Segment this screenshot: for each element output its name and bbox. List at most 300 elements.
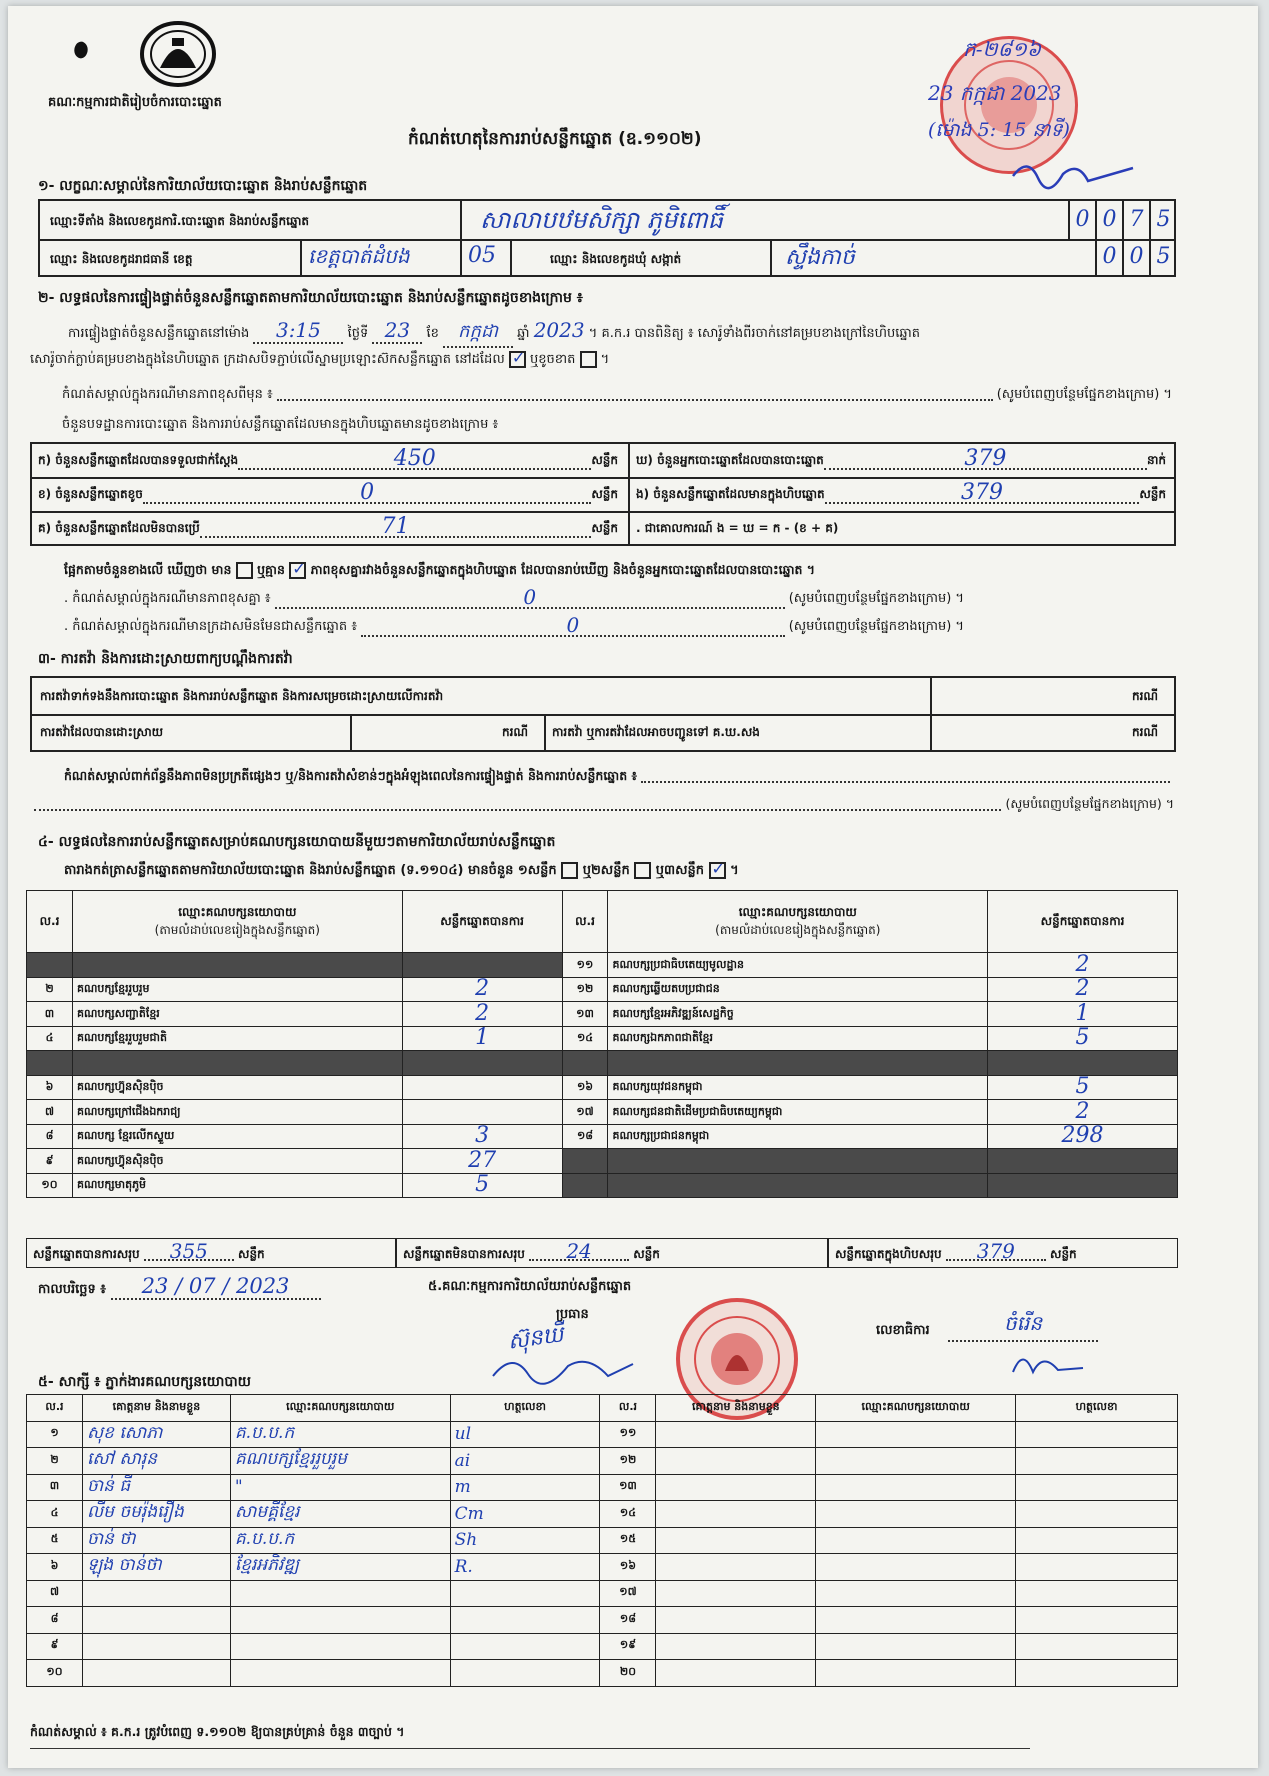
witness-col-no: ល.រ — [600, 1395, 656, 1422]
witness-party — [230, 1607, 450, 1634]
witness-party — [816, 1501, 1016, 1528]
voters-value: 379 — [824, 452, 1147, 470]
party-votes — [402, 953, 562, 978]
party-votes: 1 — [988, 1002, 1178, 1027]
witness-name — [656, 1633, 816, 1660]
col-party-title: ឈ្មោះគណបក្សនយោបាយ — [738, 904, 857, 919]
party-row — [27, 1026, 1178, 1051]
witness-row — [27, 1660, 1178, 1687]
witness-sign — [1016, 1501, 1178, 1528]
party-name: គណបក្សហ៊្វុនស៊ិនប៉ិច — [72, 1149, 402, 1174]
station-label: ឈ្មោះទីតាំង និងលេខកូដការិ.បោះឆ្នោត និងរាប់សន្លឹកឆ្នោត — [50, 214, 310, 228]
party-name: គណបក្សឆ្លើយតបប្រជាជន — [608, 977, 988, 1002]
station-code-digit: 7 — [1122, 201, 1149, 239]
party-no — [562, 1051, 608, 1076]
formula-row: . ជាគោលការណ៍ ង = ឃ = ក - (ខ + គ) — [636, 521, 839, 535]
party-votes — [402, 1075, 562, 1100]
col-votes-header: សន្លឹកឆ្នោតបានការ — [402, 891, 562, 953]
date-line — [38, 1274, 321, 1300]
witness-party: ខ្មែរអភិវឌ្ឍ — [230, 1554, 450, 1581]
witness-party — [816, 1474, 1016, 1501]
witness-no: ១៥ — [600, 1527, 656, 1554]
witness-name: ឡុង ចាន់ថា — [82, 1554, 230, 1581]
compare-text: ភាពខុសគ្នារវាងចំនួនសន្លឹកឆ្នោតក្នុងហិបឆ្នោត ដែលបានរាប់ឃើញ និងចំនួនអ្នកបោះឆ្នោតដែលបានបោះឆ្នោត ។ — [310, 562, 816, 577]
note1-value: 0 — [275, 590, 785, 609]
witness-name — [656, 1607, 816, 1634]
witness-party — [816, 1660, 1016, 1687]
party-votes: 2 — [402, 1002, 562, 1027]
difference-note-label: កំណត់សម្គាល់ក្នុងករណីមានភាពខុសពីមុន ៖ — [62, 387, 273, 402]
complaint-resolved-cases: ករណី — [502, 725, 529, 739]
col-party-header — [608, 891, 988, 953]
party-name — [608, 1149, 988, 1174]
party-name: គណបក្សជនជាតិដើមប្រជាធិបតេយ្យកម្ពុជា — [608, 1100, 988, 1125]
party-name — [72, 953, 402, 978]
witness-row — [27, 1501, 1178, 1528]
witness-party — [816, 1448, 1016, 1475]
received-unit: សន្លឹក — [591, 453, 618, 467]
witness-sign — [450, 1607, 600, 1634]
witness-name — [656, 1580, 816, 1607]
received-value: 450 — [238, 452, 591, 470]
witness-row — [27, 1527, 1178, 1554]
date-label: កាលបរិច្ឆេទ ៖ — [38, 1282, 107, 1297]
three-sheets-checkbox[interactable] — [709, 862, 726, 879]
witness-sign: Cm — [450, 1501, 600, 1528]
party-name: គណបក្សក្រៅជើងឯករាជ្យ — [72, 1100, 402, 1125]
has-difference-checkbox[interactable] — [236, 562, 253, 579]
party-name: គណបក្សប្រជាជនកម្ពុជា — [608, 1124, 988, 1149]
unused-unit: សន្លឹក — [591, 521, 618, 535]
date-value: 23 / 07 / 2023 — [111, 1274, 321, 1300]
irregularity-label: កំណត់សម្គាល់ពាក់ព័ន្ធនឹងភាពមិនប្រក្រតីផ្សេងៗ ឬ/និងការតវ៉ាសំខាន់ៗក្នុងអំឡុងពេលនៃការផ្ទៀងផ្ទាត់ និងការរាប់សន្លឹកឆ្នោត ៖ — [64, 768, 637, 783]
witness-sign — [1016, 1448, 1178, 1475]
party-name: គណបក្សខ្មែររួបរួម — [72, 977, 402, 1002]
witness-sign — [450, 1660, 600, 1687]
note2-hint: (សូមបំពេញបន្ថែមផ្នែកខាងក្រោម) ។ — [788, 619, 964, 634]
witness-name — [656, 1448, 816, 1475]
party-name — [72, 1051, 402, 1076]
party-no: ១៦ — [562, 1075, 608, 1100]
party-row — [27, 1100, 1178, 1125]
party-name: គណបក្សខ្មែររួបរួមជាតិ — [72, 1026, 402, 1051]
witness-party: សាមគ្គីខ្មែរ — [230, 1501, 450, 1528]
witness-sign — [1016, 1421, 1178, 1448]
station-code-digit: 0 — [1068, 201, 1095, 239]
party-votes: 5 — [988, 1075, 1178, 1100]
witness-row — [27, 1448, 1178, 1475]
party-row — [27, 1124, 1178, 1149]
party-votes — [402, 1051, 562, 1076]
witness-party — [816, 1580, 1016, 1607]
one-sheet-checkbox[interactable] — [561, 862, 578, 879]
party-row — [27, 1149, 1178, 1174]
party-no: ១៤ — [562, 1026, 608, 1051]
party-votes — [988, 1173, 1178, 1198]
party-votes — [988, 1051, 1178, 1076]
witness-name — [82, 1607, 230, 1634]
col-no-header: ល.រ — [562, 891, 608, 953]
witness-no: ១០ — [27, 1660, 83, 1687]
witness-row — [27, 1607, 1178, 1634]
party-votes: 27 — [402, 1149, 562, 1174]
party-no — [27, 1051, 73, 1076]
commune-code-digit: 5 — [1149, 239, 1176, 275]
district-code: 05 — [468, 243, 496, 268]
party-name: គណបក្សប្រជាធិបតេយ្យមូលដ្ឋាន — [608, 953, 988, 978]
witness-name: ចាន់ ធី — [82, 1474, 230, 1501]
note2-line — [64, 613, 964, 637]
commune-code-digit: 0 — [1095, 239, 1122, 275]
note1-line — [64, 585, 964, 609]
box-total-label: សន្លឹកឆ្នោតក្នុងហិបសរុប — [835, 1247, 942, 1261]
witness-row — [27, 1554, 1178, 1581]
witness-name: លីម ចមរ៉ុងរឿង — [82, 1501, 230, 1528]
witness-no: ៥ — [27, 1527, 83, 1554]
col-party-subtitle: (តាមលំដាប់លេខរៀងក្នុងសន្លឹកឆ្នោត) — [154, 922, 320, 937]
complaint-resolved-label: ការតវ៉ាដែលបានដោះស្រាយ — [40, 725, 164, 739]
receipt-signature — [1008, 156, 1138, 200]
party-row — [27, 1075, 1178, 1100]
spoiled-label: ខ) ចំនួនសន្លឹកឆ្នោតខូច — [38, 487, 143, 501]
commune-code-digit: 0 — [1122, 239, 1149, 275]
witness-name — [656, 1501, 816, 1528]
witness-col-name: គោត្តនាម និងនាមខ្លួន — [656, 1395, 816, 1422]
receipt-time: (ម៉ោង 5: 15 នាទី) — [928, 119, 1070, 141]
witness-name — [656, 1527, 816, 1554]
witness-no: ១៣ — [600, 1474, 656, 1501]
witness-col-party: ឈ្មោះគណបក្សនយោបាយ — [816, 1395, 1016, 1422]
party-row — [27, 977, 1178, 1002]
irregularity-hint: (សូមបំពេញបន្ថែមផ្នែកខាងក្រោម) ។ — [1005, 796, 1174, 811]
party-no — [562, 1173, 608, 1198]
party-votes: 2 — [988, 977, 1178, 1002]
witness-name: ចាន់ ថា — [82, 1527, 230, 1554]
party-name: គណបក្សខ្មែរអភិវឌ្ឍន៍សេដ្ឋកិច្ច — [608, 1002, 988, 1027]
party-no: ៤ — [27, 1026, 73, 1051]
seal-intact-checkbox[interactable] — [509, 351, 526, 368]
party-votes: 5 — [988, 1026, 1178, 1051]
section1-heading: ១- លក្ខណៈសម្គាល់នៃការិយាល័យបោះឆ្នោត និងរាប់សន្លឹកឆ្នោត — [38, 178, 368, 194]
party-name — [608, 1051, 988, 1076]
unused-label: គ) ចំនួនសន្លឹកឆ្នោតដែលមិនបានប្រើ — [38, 521, 200, 535]
received-row — [38, 446, 618, 471]
col-votes-header: សន្លឹកឆ្នោតបានការ — [988, 891, 1178, 953]
seal-broken-checkbox[interactable] — [580, 351, 597, 368]
unused-row — [38, 514, 618, 539]
verify-line1 — [68, 318, 920, 348]
party-no: ៩ — [27, 1149, 73, 1174]
commune-label: ឈ្មោះ និងលេខកូដឃុំ សង្កាត់ — [550, 252, 682, 266]
party-no: ២ — [27, 977, 73, 1002]
verify-month-value: កក្កដា — [443, 319, 513, 348]
valid-total-label: សន្លឹកឆ្នោតបានការសរុប — [33, 1247, 140, 1261]
party-name — [608, 1173, 988, 1198]
witness-col-name: គោត្តនាម និងនាមខ្លួន — [82, 1395, 230, 1422]
party-no: ១០ — [27, 1173, 73, 1198]
witness-no: ៩ — [27, 1633, 83, 1660]
witness-no: ២០ — [600, 1660, 656, 1687]
committee-heading: ៥.គណៈកម្មការការិយាល័យរាប់សន្លឹកឆ្នោត — [428, 1279, 632, 1294]
committee-name: គណៈកម្មការជាតិរៀបចំការបោះឆ្នោត — [48, 95, 222, 110]
verify-year-value: 2023 — [533, 318, 585, 342]
party-votes — [402, 1100, 562, 1125]
section4-heading: ៤- លទ្ធផលនៃការរាប់សន្លឹកឆ្នោតសម្រាប់គណបក្សនយោបាយនីមួយៗតាមការិយាល័យរាប់សន្លឹកឆ្នោត — [38, 834, 556, 850]
party-no: ១១ — [562, 953, 608, 978]
note2-label: . កំណត់សម្គាល់ក្នុងករណីមានក្រដាសមិនមែនជាសន្លឹកឆ្នោត ៖ — [64, 619, 358, 634]
irregularity-note — [64, 768, 1174, 787]
complaint-forwarded-label: ការតវ៉ា ឬការតវ៉ាដែលអាចបញ្ជូនទៅ គ.ឃ.សង — [552, 725, 760, 739]
witness-sign: R. — [450, 1554, 600, 1581]
valid-total-unit: សន្លឹក — [238, 1247, 265, 1261]
party-no: ៨ — [27, 1124, 73, 1149]
valid-total-value: 355 — [144, 1243, 234, 1261]
in-box-row — [636, 480, 1166, 505]
in-box-label: ង) ចំនួនសន្លឹកឆ្នោតដែលមានក្នុងហិបឆ្នោត — [636, 487, 825, 501]
has-difference-label: ផ្អែកតាមចំនួនខាងលើ ឃើញថា មាន — [64, 562, 232, 577]
party-results-body — [27, 953, 1178, 1198]
chair-signature-scribble — [488, 1346, 638, 1390]
received-label: ក) ចំនួនសន្លឹកឆ្នោតដែលបានទទួលជាក់ស្តែង — [38, 453, 239, 467]
col-party-subtitle: (តាមលំដាប់លេខរៀងក្នុងសន្លឹកឆ្នោត) — [715, 922, 881, 937]
witness-row — [27, 1633, 1178, 1660]
witness-sign — [1016, 1607, 1178, 1634]
box-total — [835, 1239, 1077, 1264]
witness-no: ៦ — [27, 1554, 83, 1581]
party-no: ១៣ — [562, 1002, 608, 1027]
witness-party: គ.ប.ប.ក — [230, 1421, 450, 1448]
three-sheets-label: ឬ៣សន្លឹក — [655, 863, 705, 878]
witness-name — [656, 1421, 816, 1448]
no-difference-checkbox[interactable] — [289, 562, 306, 579]
secretary-signature: ចំរើន — [948, 1310, 1098, 1342]
party-name: គណបក្ស ខ្មែរលើកស្ទួយ — [72, 1124, 402, 1149]
party-no: ១៨ — [562, 1124, 608, 1149]
receipt-ref: ក-២៨១៦ — [963, 37, 1042, 61]
no-difference-label: ឬគ្មាន — [257, 562, 285, 577]
compare-line — [64, 562, 815, 581]
verify-day-value: 23 — [372, 318, 422, 344]
spoiled-value: 0 — [143, 486, 591, 504]
col-party-header — [72, 891, 402, 953]
col-party-title: ឈ្មោះគណបក្សនយោបាយ — [178, 904, 297, 919]
seal-intact-label: សោរ៉ូចាក់ក្លាប់គម្របខាងក្នុងនៃហិបឆ្នោត ក្រដាសបិទភ្ជាប់លើស្នាមប្រឡោះស៊កសន្លឹកឆ្នោត នៅដដែល — [30, 352, 505, 367]
sheets-line: តារាងកត់ត្រាសន្លឹកឆ្នោតតាមការិយាល័យបោះឆ្នោត និងរាប់សន្លឹកឆ្នោត (ទ.១១០៤) មានចំនួន ១សន្លឹក ឬ២សន្លឹក ឬ៣សន្លឹក ✓ ។ — [64, 862, 739, 881]
party-no: ៧ — [27, 1100, 73, 1125]
complaint-row1-label: ការតវ៉ាទាក់ទងនឹងការបោះឆ្នោត និងការរាប់សន្លឹកឆ្នោត និងការសម្រេចដោះស្រាយលើការតវ៉ា — [40, 689, 444, 703]
witness-party: គ.ប.ប.ក — [230, 1527, 450, 1554]
witness-body — [27, 1421, 1178, 1686]
invalid-total-unit: សន្លឹក — [633, 1247, 660, 1261]
box-total-unit: សន្លឹក — [1050, 1247, 1077, 1261]
witness-row — [27, 1474, 1178, 1501]
witness-sign: ul — [450, 1421, 600, 1448]
form-title: កំណត់ហេតុនៃការរាប់សន្លឹកឆ្នោត (ឧ.១១០២) — [408, 129, 702, 149]
sheets-intro: តារាងកត់ត្រាសន្លឹកឆ្នោតតាមការិយាល័យបោះឆ្នោត និងរាប់សន្លឹកឆ្នោត (ទ.១១០៤) មានចំនួន ១សន្លឹក — [64, 863, 557, 878]
in-box-unit: សន្លឹក — [1139, 487, 1166, 501]
party-name: គណបក្សហ្វ៊ុនស៊ិនប៉ិច — [72, 1075, 402, 1100]
party-name: គណបក្សយុវជនកម្ពុជា — [608, 1075, 988, 1100]
nec-emblem — [138, 20, 218, 90]
pen-mark — [71, 40, 91, 61]
witness-party — [230, 1633, 450, 1660]
section5-heading: ៥- សាក្សី ៖ ភ្នាក់ងារគណបក្សនយោបាយ — [38, 1374, 252, 1390]
party-name: គណបក្សមាតុភូមិ — [72, 1173, 402, 1198]
witness-party: គណបក្សខ្មែររួបរួម — [230, 1448, 450, 1475]
witness-name — [82, 1660, 230, 1687]
party-results-table — [26, 890, 1178, 1198]
party-votes: 2 — [988, 953, 1178, 978]
witness-sign — [450, 1580, 600, 1607]
verify-year-label: ឆ្នាំ — [517, 326, 530, 341]
witness-party: " — [230, 1474, 450, 1501]
unused-value: 71 — [200, 520, 592, 538]
witness-col-sign: ហត្ថលេខា — [450, 1395, 600, 1422]
party-no — [562, 1149, 608, 1174]
party-row — [27, 1051, 1178, 1076]
station-code — [1068, 201, 1176, 239]
witness-sign: m — [450, 1474, 600, 1501]
party-votes: 298 — [988, 1124, 1178, 1149]
invalid-total-value: 24 — [529, 1243, 629, 1261]
witness-row — [27, 1421, 1178, 1448]
party-name: គណបក្សសញ្ជាតិខ្មែរ — [72, 1002, 402, 1027]
party-votes: 2 — [988, 1100, 1178, 1125]
complaint-box — [30, 676, 1176, 752]
voters-unit: នាក់ — [1146, 453, 1166, 467]
witness-no: ២ — [27, 1448, 83, 1475]
witness-no: ១៧ — [600, 1580, 656, 1607]
valid-total — [33, 1239, 265, 1264]
party-votes: 2 — [402, 977, 562, 1002]
party-no: ១៧ — [562, 1100, 608, 1125]
note1-hint: (សូមបំពេញបន្ថែមផ្នែកខាងក្រោម) ។ — [788, 591, 964, 606]
district-value: ខេត្តបាត់ដំបង — [308, 244, 410, 268]
witness-name — [656, 1660, 816, 1687]
witness-no: ៨ — [27, 1607, 83, 1634]
section2-heading: ២- លទ្ធផលនៃការផ្ទៀងផ្ទាត់ចំនួនសន្លឹកឆ្នោតតាមការិយាល័យបោះឆ្នោត និងរាប់សន្លឹកឆ្នោតដូចខាងក្រោម ៖ — [38, 290, 583, 306]
witness-col-no: ល.រ — [27, 1395, 83, 1422]
party-no: ៦ — [27, 1075, 73, 1100]
witness-sign: ai — [450, 1448, 600, 1475]
party-name: គណបក្សឯកភាពជាតិខ្មែរ — [608, 1026, 988, 1051]
verify-day-label: ថ្ងៃទី — [347, 326, 369, 341]
witness-row — [27, 1580, 1178, 1607]
party-row — [27, 953, 1178, 978]
witness-no: ១៩ — [600, 1633, 656, 1660]
verify-line3 — [62, 386, 1172, 405]
witness-no: ១ — [27, 1421, 83, 1448]
note2-value: 0 — [361, 618, 785, 637]
witness-sign — [1016, 1554, 1178, 1581]
party-votes: 5 — [402, 1173, 562, 1198]
witness-sign: Sh — [450, 1527, 600, 1554]
witness-sign — [1016, 1474, 1178, 1501]
verify-line1-rest: ។ គ.ក.រ បានពិនិត្យ ៖ សោរ៉ូទាំងពីរចាក់នៅគម្របខាងក្រៅនៃហិបឆ្នោត — [588, 326, 921, 341]
ballot-count-box — [30, 442, 1176, 546]
witness-party — [816, 1554, 1016, 1581]
verify-time-label: ការផ្ទៀងផ្ទាត់ចំនួនសន្លឹកឆ្នោតនៅម៉ោង — [68, 326, 250, 341]
witness-party — [816, 1607, 1016, 1634]
two-sheets-checkbox[interactable] — [634, 862, 651, 879]
secretary-signature-scribble — [1008, 1342, 1088, 1386]
party-votes: 3 — [402, 1124, 562, 1149]
box-total-value: 379 — [946, 1243, 1046, 1261]
witness-no: ១៨ — [600, 1607, 656, 1634]
voters-label: ឃ) ចំនួនអ្នកបោះឆ្នោតដែលបានបោះឆ្នោត — [636, 453, 824, 467]
district-label: ឈ្មោះ និងលេខកូដរាជធានី ខេត្ត — [50, 252, 193, 266]
section3-heading: ៣- ការតវ៉ា និងការដោះស្រាយពាក្យបណ្តឹងការតវ៉ា — [38, 651, 293, 667]
totals-box — [26, 1238, 1178, 1268]
receipt-date: 23 កក្កដា 2023 — [928, 81, 1062, 105]
station-value: សាលាបឋមសិក្សា ភូមិពោធិ៍ — [480, 206, 723, 234]
station-code-digit: 0 — [1095, 201, 1122, 239]
verify-line2: សោរ៉ូចាក់ក្លាប់គម្របខាងក្នុងនៃហិបឆ្នោត ក្រដាសបិទភ្ជាប់លើស្នាមប្រឡោះស៊កសន្លឹកឆ្នោត នៅដដែល ✓ ឬខូចខាត ។ — [30, 351, 609, 370]
witness-name — [82, 1633, 230, 1660]
col-no-header: ល.រ — [27, 891, 73, 953]
witness-no: ១៤ — [600, 1501, 656, 1528]
witness-name — [82, 1580, 230, 1607]
complaint-forwarded-cases: ករណី — [1132, 725, 1159, 739]
witness-no: ៤ — [27, 1501, 83, 1528]
station-code-digit: 5 — [1149, 201, 1176, 239]
two-sheets-label: ឬ២សន្លឹក — [582, 863, 630, 878]
in-box-value: 379 — [825, 486, 1140, 504]
witness-no: ១២ — [600, 1448, 656, 1475]
witness-sign — [1016, 1527, 1178, 1554]
witness-no: ៣ — [27, 1474, 83, 1501]
party-no: ១២ — [562, 977, 608, 1002]
witness-name — [656, 1554, 816, 1581]
witness-party — [816, 1527, 1016, 1554]
witness-name: សៅ សារុន — [82, 1448, 230, 1475]
witness-name: សុខ សោភា — [82, 1421, 230, 1448]
spoiled-row — [38, 480, 618, 505]
station-info-box — [38, 199, 1176, 277]
seal-broken-label: ឬខូចខាត — [529, 352, 576, 367]
party-no: ៣ — [27, 1002, 73, 1027]
voters-row — [636, 446, 1166, 471]
note1-label: . កំណត់សម្គាល់ក្នុងករណីមានភាពខុសគ្នា ៖ — [64, 591, 271, 606]
witness-party — [816, 1421, 1016, 1448]
party-votes — [988, 1149, 1178, 1174]
chair-signature: ស៊ុនឃី — [506, 1322, 566, 1355]
party-row — [27, 1002, 1178, 1027]
witness-no: ១១ — [600, 1421, 656, 1448]
verify-time-value: 3:15 — [253, 318, 343, 344]
complaint-row1-cases: ករណី — [1132, 689, 1159, 703]
witness-sign — [1016, 1580, 1178, 1607]
spoiled-unit: សន្លឹក — [591, 487, 618, 501]
witness-sign — [1016, 1633, 1178, 1660]
witness-sign — [1016, 1660, 1178, 1687]
irregularity-line2 — [30, 796, 1174, 815]
form-page — [8, 6, 1258, 1768]
verify-line4: ចំនួនបទដ្ឋានការបោះឆ្នោត និងការរាប់សន្លឹកឆ្នោតដែលមានក្នុងហិបឆ្នោតមានដូចខាងក្រោម ៖ — [62, 417, 499, 432]
witness-party — [816, 1633, 1016, 1660]
witness-col-party: ឈ្មោះគណបក្សនយោបាយ — [230, 1395, 450, 1422]
witness-table — [26, 1394, 1178, 1687]
witness-name — [656, 1474, 816, 1501]
invalid-total-label: សន្លឹកឆ្នោតមិនបានការសរុប — [403, 1247, 525, 1261]
witness-party — [230, 1580, 450, 1607]
commune-value: ស្ទឹងកាច់ — [785, 245, 855, 270]
witness-party — [230, 1660, 450, 1687]
verify-month-label: ខែ — [426, 326, 439, 341]
commune-code — [1095, 239, 1176, 275]
witness-no: ១៦ — [600, 1554, 656, 1581]
witness-no: ៧ — [27, 1580, 83, 1607]
